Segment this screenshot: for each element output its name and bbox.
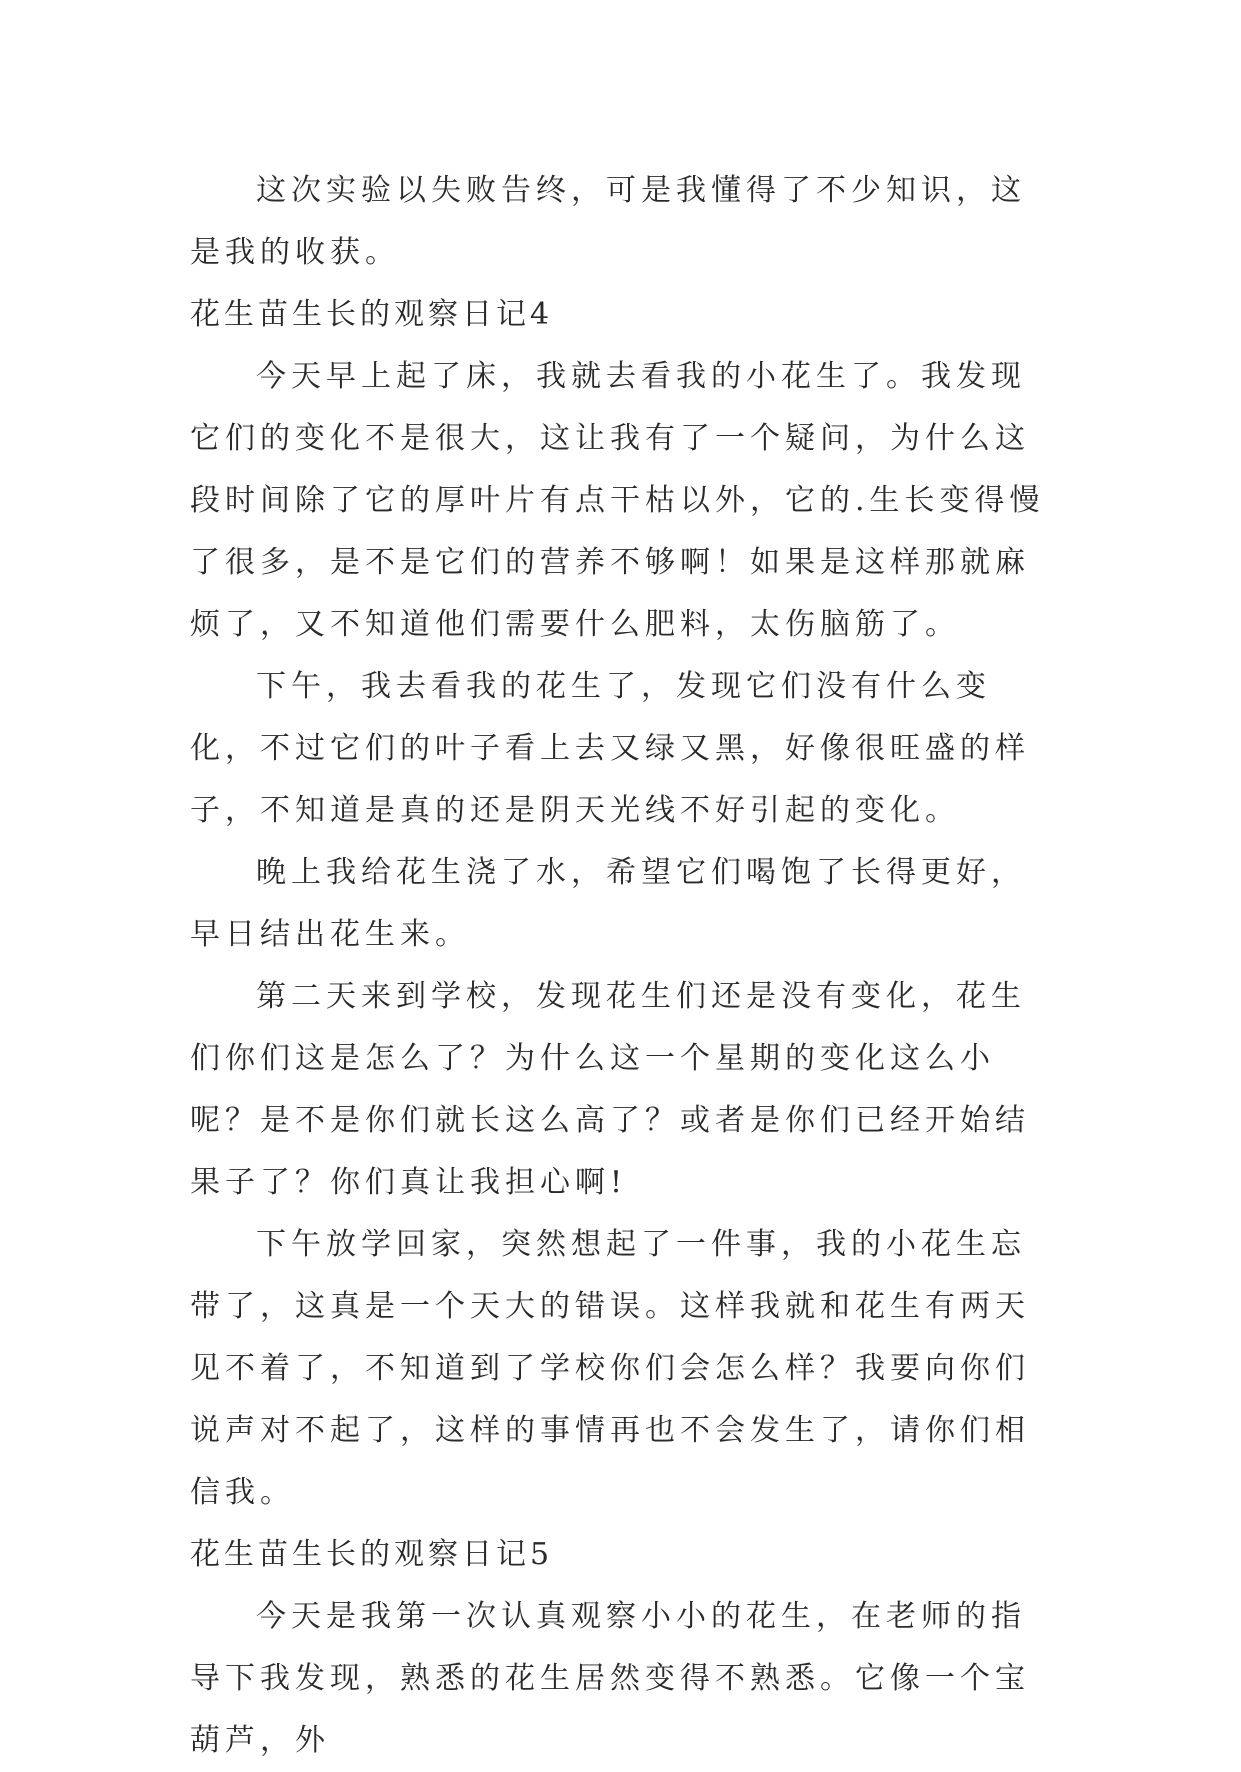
paragraph-first-observation: 今天是我第一次认真观察小小的花生，在老师的指导下我发现，熟悉的花生居然变得不熟悉。它像一个宝葫芦，外 (190, 1599, 1030, 1758)
document-body (190, 160, 1052, 1772)
section-heading-diary-4: 花生苗生长的观察日记4 (190, 297, 554, 332)
paragraph-morning-observation: 今天早上起了床，我就去看我的小花生了。我发现它们的变化不是很大，这让我有了一个疑问，为什么这段时间除了它的厚叶片有点干枯以外，它的.生长变得慢了很多，是不是它们的营养不够啊！如果是这样那就麻烦了，又不知道他们需要什么肥料，太伤脑筋了。 (190, 359, 1045, 642)
paragraph-experiment-result: 这次实验以失败告终，可是我懂得了不少知识，这是我的收获。 (190, 173, 1026, 270)
paragraph-afternoon-observation: 下午，我去看我的花生了，发现它们没有什么变化，不过它们的叶子看上去又绿又黑，好像很旺盛的样子，不知道是真的还是阴天光线不好引起的变化。 (190, 669, 1030, 828)
paragraph-forgot-peanut: 下午放学回家，突然想起了一件事，我的小花生忘带了，这真是一个天大的错误。这样我就和花生有两天见不着了，不知道到了学校你们会怎么样？我要向你们说声对不起了，这样的事情再也不会发生了，请你们相信我。 (190, 1227, 1030, 1510)
paragraph-evening-watering: 晚上我给花生浇了水，希望它们喝饱了长得更好，早日结出花生来。 (190, 855, 1026, 952)
section-heading-diary-5: 花生苗生长的观察日记5 (190, 1537, 554, 1572)
paragraph-second-day: 第二天来到学校，发现花生们还是没有变化，花生们你们这是怎么了？为什么这一个星期的变化这么小呢？是不是你们就长这么高了？或者是你们已经开始结果子了？你们真让我担心啊! (190, 979, 1030, 1200)
